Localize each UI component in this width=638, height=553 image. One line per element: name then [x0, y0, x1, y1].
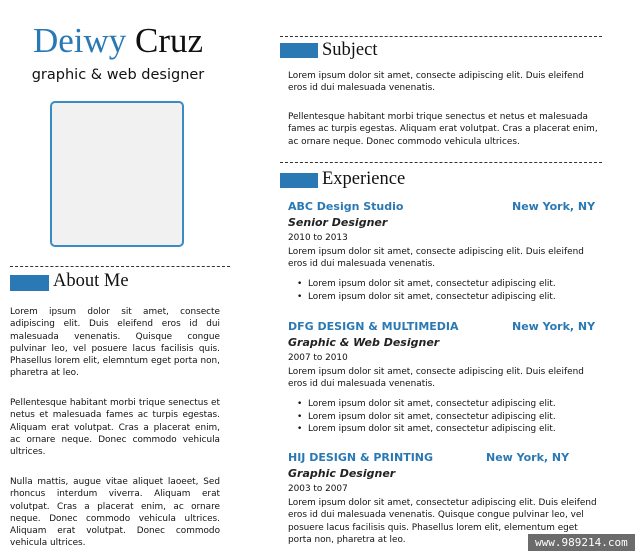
- about-paragraph-3: Nulla mattis, augue vitae aliquet laoeet, Sed rhoncus interdum viverra. Aliquam erat volutpat. Cras a placerat enim, ac ornare neque. Donec commodo vehicula ultrices. Aliquam erat volutpat. Donec commodo vehicula ultrices.: [10, 477, 220, 549]
- job-3-location: New York, NY: [486, 451, 570, 464]
- experience-accent-block: [280, 173, 318, 188]
- about-paragraph-1: Lorem ipsum dolor sit amet, consecte adipiscing elit. Duis eleifend eros id dui malesuada venenatis. Quisque congue pulvinar leo, vel posuere lacus facilisis quis. Phasellus lorem elit, elemntum eget porta non, pharetra at leo.: [10, 307, 220, 379]
- list-item: • Lorem ipsum dolor sit amet, consectetur adipiscing elit.: [296, 411, 556, 424]
- subject-accent-block: [280, 43, 318, 58]
- job-1-title: Senior Designer: [288, 216, 388, 229]
- about-paragraph-2: Pellentesque habitant morbi trique senectus et netus et malesuada fames ac turpis egestas. Aliquam erat volutpat. Cras a placerat enim, ac ornare neque. Donec commodo vehicula ultrices.: [10, 398, 220, 458]
- subject-divider: [280, 36, 602, 37]
- list-item: • Lorem ipsum dolor sit amet, consectetur adipiscing elit.: [296, 423, 556, 436]
- list-item: • Lorem ipsum dolor sit amet, consectetur adipiscing elit.: [296, 291, 556, 304]
- profile-photo-placeholder: [50, 101, 184, 247]
- first-name: Deiwy: [32, 21, 127, 60]
- subject-title: Subject: [322, 40, 378, 60]
- job-3-years: 2003 to 2007: [288, 484, 348, 494]
- subject-paragraph-1: Lorem ipsum dolor sit amet, consecte adipiscing elit. Duis eleifend eros id dui malesuada venenatis.: [288, 71, 584, 94]
- about-divider: [10, 266, 230, 267]
- job-3-description: Lorem ipsum dolor sit amet, consectetur adipiscing elit. Duis eleifend eros id dui malesuada venenatis. Quisque congue pulvinar leo, vel posuere lacus facilisis quis. Phasellus lorem elit, elementum eget porta non, pharetra at leo.: [288, 498, 597, 545]
- job-3-title: Graphic Designer: [288, 467, 396, 480]
- list-item: • Lorem ipsum dolor sit amet, consectetur adipiscing elit.: [296, 278, 556, 291]
- job-1-bullets: [296, 278, 556, 303]
- job-1-location: New York, NY: [512, 200, 596, 213]
- job-2-company: DFG DESIGN & MULTIMEDIA: [288, 320, 459, 333]
- job-2-bullets: [296, 398, 556, 436]
- job-1-company: ABC Design Studio: [288, 200, 404, 213]
- experience-title: Experience: [322, 169, 406, 189]
- job-2-title: Graphic & Web Designer: [288, 336, 440, 349]
- about-title: About Me: [53, 271, 129, 291]
- watermark: www.989214.com: [528, 534, 635, 551]
- job-2-description: Lorem ipsum dolor sit amet, consecte adipiscing elit. Duis eleifend eros id dui malesuada venenatis.: [288, 367, 584, 390]
- subject-paragraph-2: Pellentesque habitant morbi trique senectus et netus et malesuada fames ac turpis egestas. Aliquam erat volutpat. Cras a placerat enim, ac ornare neque. Donec commodo vehicula ultrices.: [288, 112, 598, 147]
- resume-name: [0, 20, 236, 62]
- role-subtitle: graphic & web designer: [31, 67, 205, 83]
- job-1-description: Lorem ipsum dolor sit amet, consecte adipiscing elit. Duis eleifend eros id dui malesuada venenatis.: [288, 247, 584, 270]
- job-3-company: HIJ DESIGN & PRINTING: [288, 451, 434, 464]
- job-2-years: 2007 to 2010: [288, 353, 348, 363]
- last-name: Cruz: [135, 21, 204, 60]
- about-accent-block: [10, 275, 49, 291]
- job-1-years: 2010 to 2013: [288, 233, 348, 243]
- experience-divider: [280, 162, 602, 163]
- list-item: • Lorem ipsum dolor sit amet, consectetur adipiscing elit.: [296, 398, 556, 411]
- job-2-location: New York, NY: [512, 320, 596, 333]
